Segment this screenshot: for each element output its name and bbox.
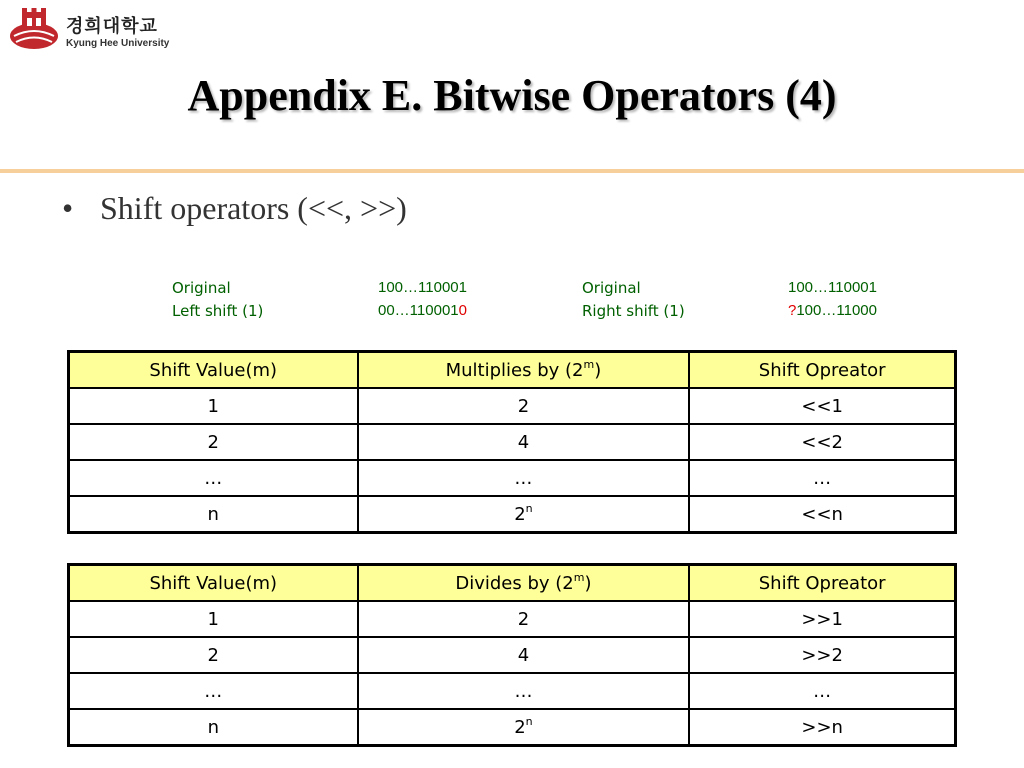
logo-korean-name: 경희대학교 (66, 16, 158, 37)
logo-english-name: Kyung Hee University (66, 38, 170, 49)
header-shift-operator: Shift Opreator (689, 352, 955, 389)
table-cell: >>n (689, 709, 955, 746)
left-shift-table (67, 350, 957, 534)
header-divides-by: Divides by (2$^m$) (358, 565, 690, 602)
university-seal-icon (8, 6, 60, 52)
table-row (69, 601, 956, 637)
right-shift-value (788, 302, 877, 319)
table-header-row (69, 352, 956, 389)
header-shift-value: Shift Value(m) (69, 352, 358, 389)
table-cell: … (358, 460, 690, 496)
table-header-row (69, 565, 956, 602)
right-original-label: Original (582, 279, 641, 297)
title-divider (0, 169, 1024, 173)
table-cell: >>2 (689, 637, 955, 673)
table-row (69, 460, 956, 496)
table-cell: 2$^n$ (358, 496, 690, 533)
table-row (69, 637, 956, 673)
university-logo (8, 6, 178, 54)
table-cell: 2 (69, 637, 358, 673)
table-cell: … (69, 673, 358, 709)
bullet-text: Shift operators (<<, >>) (100, 190, 407, 226)
table-cell: <<2 (689, 424, 955, 460)
table-cell: … (358, 673, 690, 709)
table-cell: 2 (358, 601, 690, 637)
table-row (69, 709, 956, 746)
table-row (69, 424, 956, 460)
header-multiplies-by: Multiplies by (2$^m$) (358, 352, 690, 389)
left-shift-inserted-bit: 0 (458, 302, 467, 319)
right-shift-table (67, 563, 957, 747)
table-cell: <<n (689, 496, 955, 533)
left-shift-value-main: 00…110001 (378, 302, 459, 319)
table-cell: 2 (358, 388, 690, 424)
left-original-label: Original (172, 279, 231, 297)
table-cell: 4 (358, 637, 690, 673)
table-cell: >>1 (689, 601, 955, 637)
header-shift-value: Shift Value(m) (69, 565, 358, 602)
table-cell: n (69, 709, 358, 746)
right-shift-inserted-bit: ? (788, 302, 797, 319)
right-shift-label: Right shift (1) (582, 302, 685, 320)
table-row (69, 388, 956, 424)
header-shift-operator: Shift Opreator (689, 565, 955, 602)
slide-title: Appendix E. Bitwise Operators (4) (187, 71, 837, 120)
table-row (69, 496, 956, 533)
table-cell: <<1 (689, 388, 955, 424)
bullet-marker: • (62, 190, 74, 226)
table-cell: 1 (69, 388, 358, 424)
left-shift-label: Left shift (1) (172, 302, 264, 320)
left-original-value: 100…110001 (378, 279, 467, 296)
table-cell: 4 (358, 424, 690, 460)
right-original-value: 100…110001 (788, 279, 877, 296)
right-shift-value-main: 100…11000 (796, 302, 877, 319)
left-shift-value (378, 302, 467, 319)
table-cell: 2$^n$ (358, 709, 690, 746)
table-cell: … (689, 460, 955, 496)
table-cell: 1 (69, 601, 358, 637)
table-cell: 2 (69, 424, 358, 460)
bullet-point (62, 190, 407, 227)
table-cell: … (69, 460, 358, 496)
table-row (69, 673, 956, 709)
table-cell: … (689, 673, 955, 709)
table-cell: n (69, 496, 358, 533)
